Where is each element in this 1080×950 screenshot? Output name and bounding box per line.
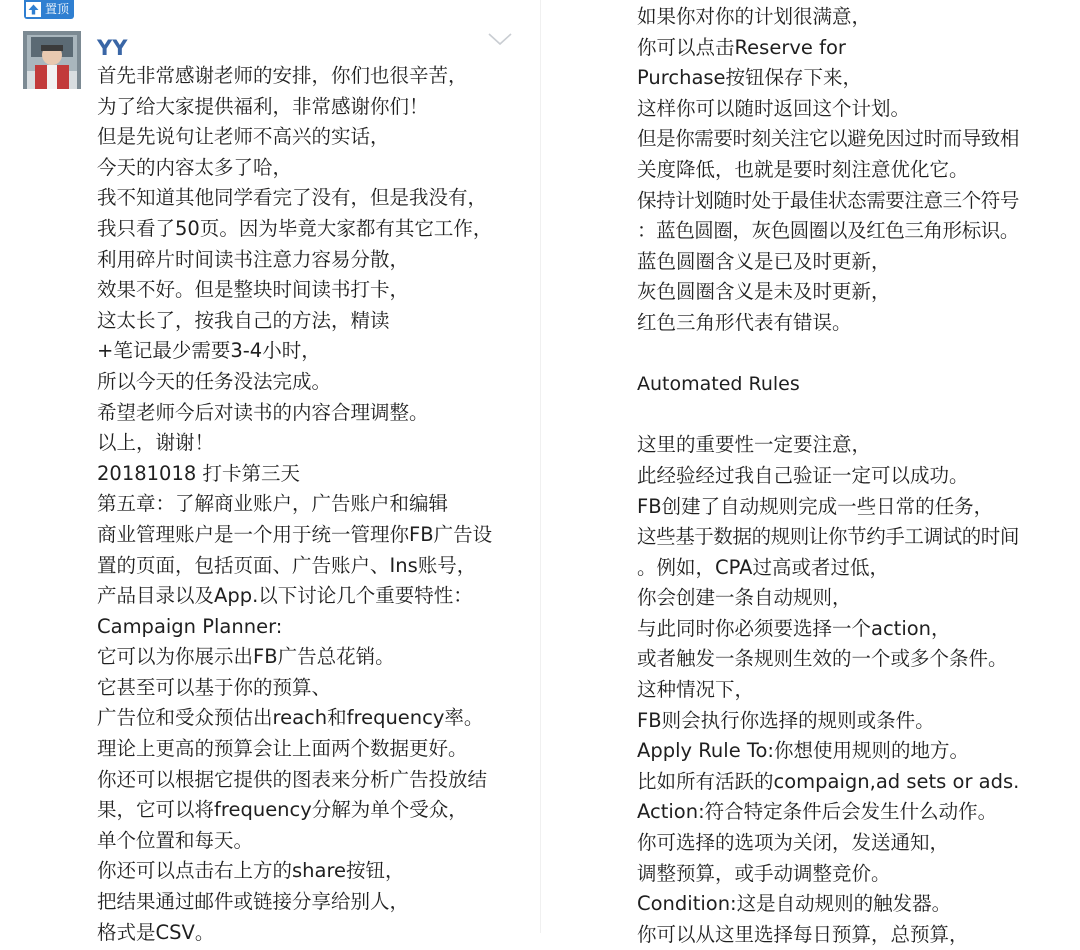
avatar[interactable]	[23, 31, 81, 89]
post-line: FB则会执行你选择的规则或条件。	[637, 708, 935, 732]
post-line: 希望老师今后对读书的内容合理调整。	[97, 400, 429, 424]
post-line: 这种情况下，	[637, 678, 755, 702]
post-line: 理论上更高的预算会让上面两个数据更好。	[97, 737, 468, 761]
post-line: 首先非常感谢老师的安排，你们也很辛苦，	[97, 64, 468, 87]
post-line: 广告位和受众预估出reach和frequency率。	[97, 706, 484, 730]
post-line: 利用碎片时间读书注意力容易分散，	[97, 247, 410, 271]
post-line: Purchase按钮保存下来，	[637, 66, 863, 90]
post-line: 单个位置和每天。	[97, 828, 254, 852]
post-line: 关度降低，也就是要时刻注意优化它。	[637, 157, 969, 181]
post-line: 产品目录以及App.以下讨论几个重要特性：	[97, 584, 473, 608]
post-line: Action:符合特定条件后会发生什么动作。	[637, 800, 998, 824]
post-line: Condition:这是自动规则的触发器。	[637, 892, 952, 916]
post-line: 调整预算，或手动调整竞价。	[637, 861, 891, 885]
post-line: 你还可以点击右上方的share按钮，	[97, 859, 405, 883]
post-line: 果，它可以将frequency分解为单个受众，	[97, 798, 468, 822]
post-line: Apply Rule To:你想使用规则的地方。	[637, 739, 969, 763]
post-body-left	[97, 61, 537, 948]
post-line: 但是先说句让老师不高兴的实话，	[97, 125, 390, 149]
post-line: 以上，谢谢！	[97, 431, 215, 455]
post-line: 20181018 打卡第三天	[97, 461, 300, 485]
post-line: +笔记最少需要3-4小时，	[97, 339, 321, 363]
post-line: 效果不好。但是整块时间读书打卡，	[97, 278, 410, 302]
post-line: 我只看了50页。因为毕竟大家都有其它工作，	[97, 216, 493, 240]
post-line: 但是你需要时刻关注它以避免因过时而导致相	[637, 127, 1020, 151]
post-line: FB创建了自动规则完成一些日常的任务，	[637, 494, 994, 518]
post-line: 此经验经过我自己验证一定可以成功。	[637, 463, 969, 487]
post-line: 你可以点击Reserve for	[637, 35, 846, 59]
post-line: 第五章：了解商业账户，广告账户和编辑	[97, 492, 449, 516]
post-line: 这里的重要性一定要注意，	[637, 433, 872, 457]
post-line: Campaign Planner:	[97, 614, 283, 638]
section-heading	[637, 369, 1077, 400]
author-name[interactable]: YY	[97, 36, 128, 60]
post-line: 这样你可以随时返回这个计划。	[637, 96, 911, 120]
post-body-right	[637, 2, 1077, 950]
post-line: 与此同时你必须要选择一个action，	[637, 616, 951, 640]
post-line: 你可以从这里选择每日预算，总预算，	[637, 922, 969, 946]
post-line: 或者触发一条规则生效的一个或多个条件。	[637, 647, 1008, 671]
post-line: 这些基于数据的规则让你节约手工调试的时间	[637, 525, 1020, 549]
blank-line	[637, 339, 1077, 370]
post-line: 商业管理账户是一个用于统一管理你FB广告设	[97, 522, 493, 546]
post-line: 你还可以根据它提供的图表来分析广告投放结	[97, 767, 488, 791]
post-line: 为了给大家提供福利，非常感谢你们！	[97, 94, 429, 118]
post-line: 。例如，CPA过高或者过低，	[637, 555, 889, 579]
post-line: 所以今天的任务没法完成。	[97, 369, 332, 393]
upload-arrow-icon	[26, 2, 41, 17]
pinned-badge[interactable]	[24, 0, 74, 19]
post-line: 它甚至可以基于你的预算、	[97, 675, 332, 699]
post-line: 灰色圆圈含义是未及时更新，	[637, 280, 891, 304]
post-line: 格式是CSV。	[97, 920, 215, 944]
post-line: 如果你对你的计划很满意，	[637, 5, 872, 28]
column-divider	[540, 0, 541, 933]
blank-line	[637, 400, 1077, 431]
post-line: 置的页面，包括页面、广告账户、Ins账号，	[97, 553, 477, 577]
post-line: 它可以为你展示出FB广告总花销。	[97, 645, 395, 669]
post-line: 蓝色圆圈含义是已及时更新，	[637, 249, 891, 273]
post-line: 我不知道其他同学看完了没有，但是我没有，	[97, 186, 488, 210]
post-line: 今天的内容太多了哈，	[97, 155, 293, 179]
post-line: 把结果通过邮件或链接分享给别人，	[97, 890, 410, 914]
post-line: 比如所有活跃的compaign,ad sets or ads.	[637, 769, 1020, 793]
post-line: 红色三角形代表有错误。	[637, 310, 852, 334]
post-line: ：蓝色圆圈，灰色圆圈以及红色三角形标识。	[637, 219, 1020, 243]
section-heading-text: Automated Rules	[637, 373, 800, 396]
post-line: 你会创建一条自动规则，	[637, 586, 852, 610]
pinned-label: 置顶	[45, 2, 70, 16]
post-line: 保持计划随时处于最佳状态需要注意三个符号	[637, 188, 1020, 212]
chevron-down-icon[interactable]	[487, 30, 513, 48]
post-line: 你可选择的选项为关闭，发送通知，	[637, 831, 950, 855]
post-line: 这太长了，按我自己的方法，精读	[97, 308, 390, 332]
